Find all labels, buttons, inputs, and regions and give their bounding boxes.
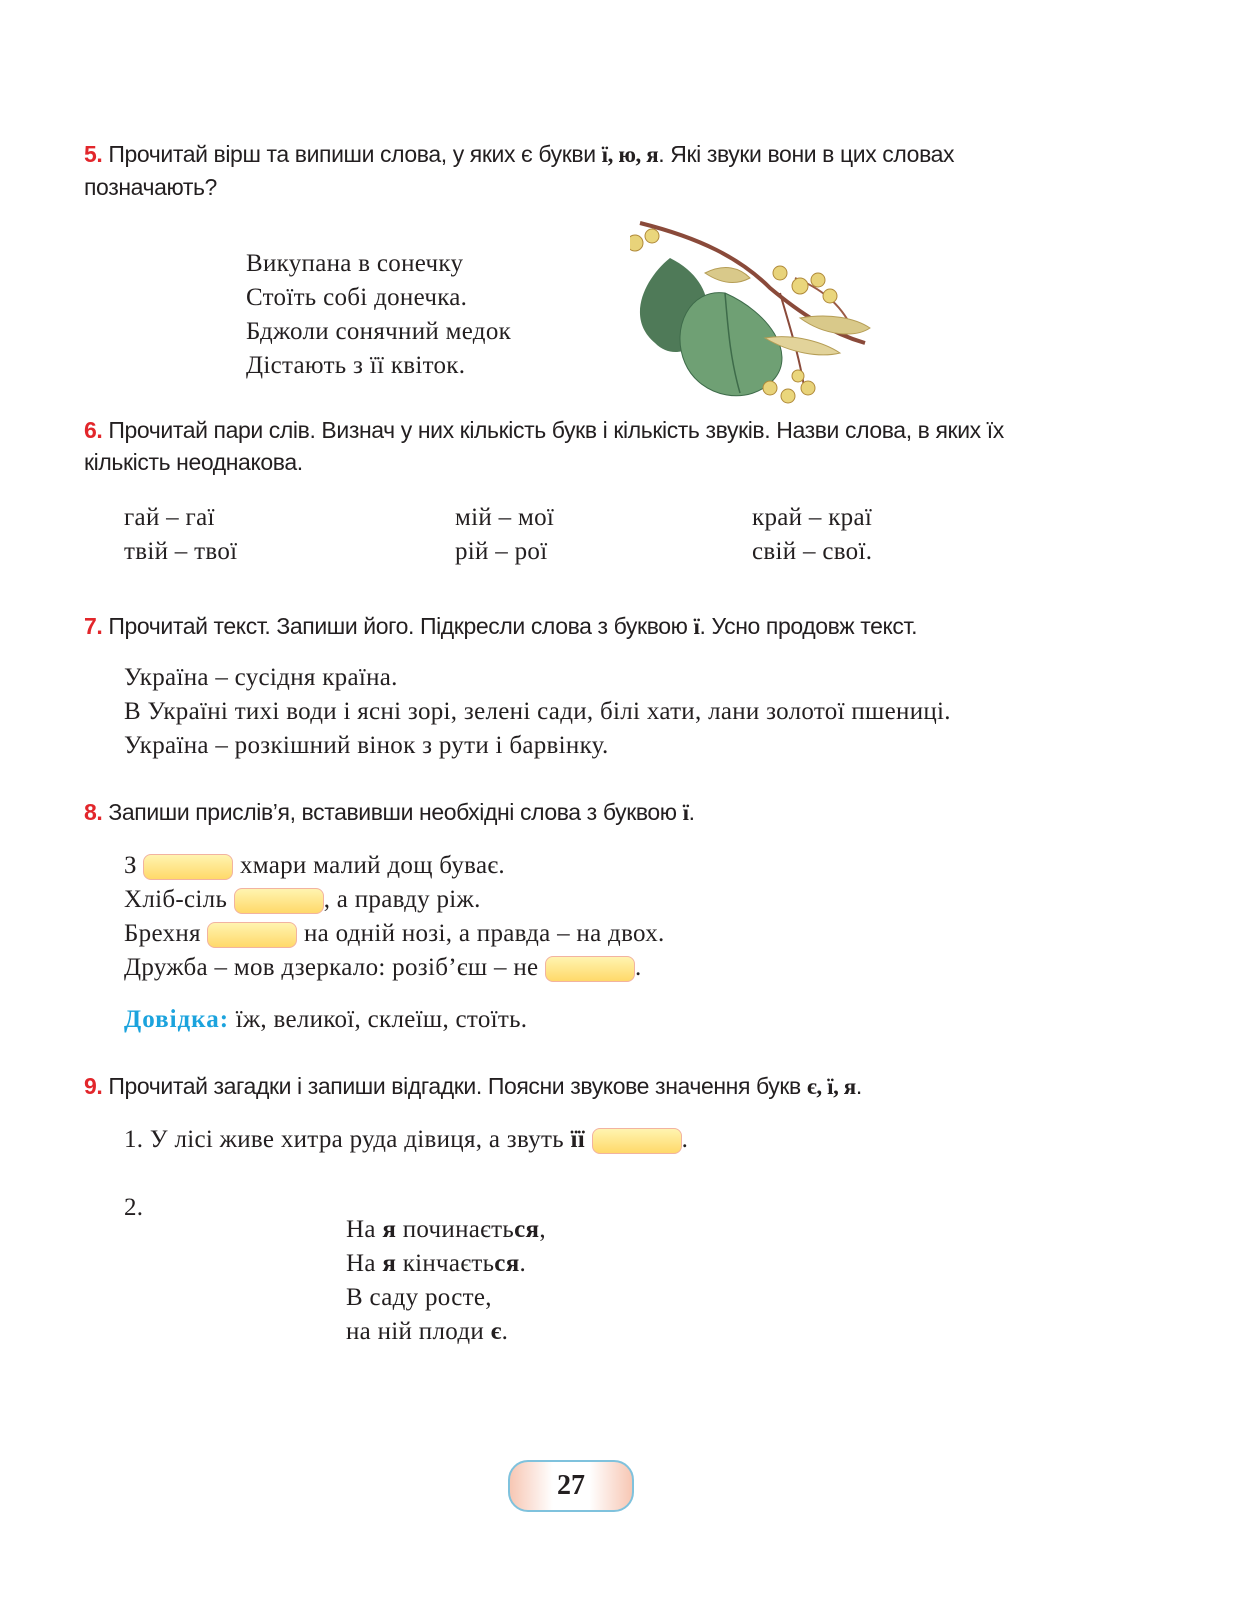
reference-label: Довідка: bbox=[124, 1006, 230, 1033]
poem-line: Дістають з її квіток. bbox=[246, 352, 466, 379]
word-pair: край – краї bbox=[752, 504, 873, 531]
poem-line: Бджоли сонячний медок bbox=[246, 318, 512, 345]
proverb-line: З хмари малий дощ буває. bbox=[124, 852, 505, 879]
task-8-instruction: 8. Запиши прислів’я, вставивши необхідні слова з буквою ї. bbox=[84, 799, 695, 825]
task-6-instruction: 6. Прочитай пари слів. Визнач у них кількість букв і кількість звуків. Назви слова, в яких їх кількість неоднакова. bbox=[84, 417, 1004, 475]
poem-line: Стоїть собі донечка. bbox=[246, 284, 468, 311]
task-number: 8. bbox=[84, 799, 103, 825]
task-number: 6. bbox=[84, 417, 103, 443]
text-line: Україна – розкішний вінок з рути і барвінку. bbox=[124, 732, 609, 759]
riddle-2-line: на ній плоди є. bbox=[346, 1318, 509, 1345]
text-line: Україна – сусідня країна. bbox=[124, 664, 398, 691]
riddle-1: 1. У лісі живе хитра руда дівиця, а звуть її . bbox=[124, 1126, 689, 1153]
word-pair: твій – твої bbox=[124, 538, 238, 565]
task-5-instruction: 5. Прочитай вірш та випиши слова, у яких є букви ї, ю, я. Які звуки вони в цих словах позначають? bbox=[84, 141, 955, 200]
linden-branch-illustration bbox=[630, 218, 890, 418]
answer-blank[interactable] bbox=[545, 956, 635, 982]
proverb-line: Брехня на одній нозі, а правда – на двох. bbox=[124, 920, 665, 947]
riddle-2-number: 2. bbox=[124, 1194, 144, 1221]
task-9-instruction: 9. Прочитай загадки і запиши відгадки. Поясни звукове значення букв є, ї, я. bbox=[84, 1073, 862, 1099]
answer-blank[interactable] bbox=[592, 1128, 682, 1154]
word-pair: рій – рої bbox=[455, 538, 548, 565]
answer-blank[interactable] bbox=[143, 854, 233, 880]
word-pair: свій – свої. bbox=[752, 538, 873, 565]
poem-line: Викупана в сонечку bbox=[246, 250, 464, 277]
task-7-instruction: 7. Прочитай текст. Запиши його. Підкресли слова з буквою ї. Усно продовж текст. bbox=[84, 613, 918, 639]
riddle-2-line: На я кінчається. bbox=[346, 1250, 527, 1277]
word-pair: гай – гаї bbox=[124, 504, 215, 531]
riddle-2-line: На я починається, bbox=[346, 1216, 546, 1243]
answer-blank[interactable] bbox=[234, 888, 324, 914]
riddle-2-line: В саду росте, bbox=[346, 1284, 492, 1311]
reference-line: Довідка: їж, великої, склеїш, стоїть. bbox=[124, 1006, 528, 1033]
task-number: 5. bbox=[84, 141, 103, 167]
word-pair: мій – мої bbox=[455, 504, 555, 531]
answer-blank[interactable] bbox=[207, 922, 297, 948]
proverb-line: Хліб-сіль , а правду ріж. bbox=[124, 886, 481, 913]
proverb-line: Дружба – мов дзеркало: розіб’єш – не . bbox=[124, 954, 642, 981]
text-line: В Україні тихі води і ясні зорі, зелені сади, білі хати, лани золотої пшениці. bbox=[124, 698, 951, 725]
task-number: 9. bbox=[84, 1073, 103, 1099]
page-number: 27 bbox=[508, 1460, 634, 1512]
task-number: 7. bbox=[84, 613, 103, 639]
